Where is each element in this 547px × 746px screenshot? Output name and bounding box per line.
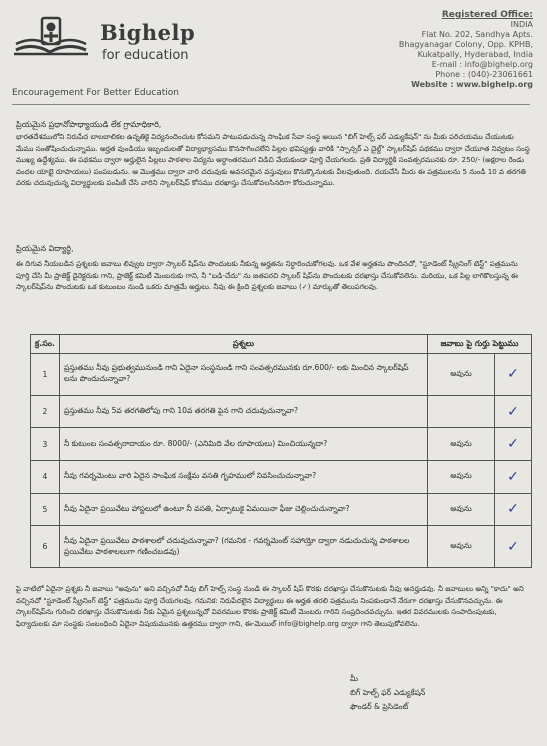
answer-text — [428, 395, 495, 428]
table-row — [31, 354, 532, 396]
question-text: ప్రస్తుతము నీవు ప్రభుత్వమునుండి గాని ఏదైనా సంస్థనుండి గాని సంవత్సరమునకు రూ.600/- లకు మించిన స్కాలర్‌షిప్ లను పొందుచున్నావా? — [59, 354, 427, 396]
header-divider — [12, 104, 530, 105]
checkmark-icon: ✓ — [495, 354, 532, 396]
closing-title: ఫౌండర్ & ప్రెసిడెంట్ — [350, 702, 409, 711]
tagline: Encouragement For Better Education — [12, 88, 180, 98]
answer-text: అవును — [428, 460, 495, 493]
question-text: నీ కుటుంబ సంవత్సరాదాయం రూ. 8000/- (ఎనిమిది వేల రూపాయలు) మించియున్నదా? — [59, 428, 427, 461]
eligibility-questions-table — [30, 334, 532, 568]
intro-paragraph: భారతదేశములోని నిరుపేద బాలబాలికల ఉన్నతికై విద్యనందించుట కోసమని పాటుపడుచున్న సాంఘిక సేవా సంస్థ అయిన "బిగ్ హెల్ప్ ఫర్ ఎడ్యుకేషన్" ను మీకు పరిచయము చేయుటకు మేము సంతోషించుచున్నాము. అర్హత వుండియు ఇబ్బందులతో విద్యాభ్యాసము కొనసాగించలేని పిల్లల భవిష్యత్తు వారికి "స్పాన్సర్ ఎ చైల్డ్" స్కాలర్‌షిప్ పథకము ద్వారా చేయూత నివ్వటం సంస్థ ముఖ్య ఉద్దేశ్యము. ఈ పథకము ద్వారా అర్హులైన పిల్లలు పాఠశాల విద్యను అర్ధాంతరముగ విడిచి వేయకుండా పూర్తి చేయగలరు. ప్రతి విద్యార్థికి సంవత్సరమునకు రూ. 250/- (అక్షరాల రెండు వందల యాభై రూపాయలు) పంపబడును. ఆ మొత్తము ద్వారా వారి చదువుకు అవసరమైన వస్తువులు కొనుక్కొనుటకు వీలవుతుంది. దయచేసి మీరు ఈ పత్రములను 5 నుండి 10 వ తరగతి వరకు చదువుచున్న విద్యార్థులకు పంపిణీ చేసి వారిని స్కాలర్‌షిప్ కోసము దరఖాస్తు చేసుకోవలసినదిగా కోరుచున్నాము. — [16, 132, 530, 188]
address-line: Flat No. 202, Sandhya Apts. — [421, 30, 533, 39]
instructions-paragraph: ఈ దిగువ నీయబడిన ప్రశ్నలకు జవాబు లివ్వుట ద్వారా స్కాలర్ షిప్‌ను పొందుటకు నీకున్న అర్హతను నిర్ధారించుకోగలవు. ఒక వేళ అర్హతను పొందినచో, "స్టూడెంట్ స్క్రీనింగ్ టెస్ట్" పత్రమును పూర్తి చేసి మీ ప్రాజెక్ట్ డైరెక్టరుకు గాని, ప్రాజెక్ట్ కమిటీ మెంబరుకు గాని, నీ "బడి-చేదు" ను జతపరచి స్కాలర్ షిప్‌ను పొందుటకు దరఖాస్తు చేసుకోవలెను. మరియు, ఒక పిల్ల లాగికొలస్తున్న ఈ స్కాలర్‌షిప్‌ను పొందుటకు ఒక కుటుంబం నుండి ఒకరు మాత్రమే అర్హులు. నీవు ఈ క్రింది ప్రశ్నలకు జవాబు (✓) మార్కుతో తెలుపగలవు. — [16, 259, 518, 292]
question-text: నీవు ఏదైనా ప్రయివేటు పాఠశాలలో చదువుచున్నావా? (గమనిక - గవర్నమెంట్ సహాయ్తో ద్వారా నడుచుచున్న పాఠశాలల ప్రయివేటు పాఠశాలలుగా గణించబడవు) — [59, 526, 427, 568]
answer-text: అవును — [428, 428, 495, 461]
question-text: ప్రస్తుతము నీవు 5వ తరగతిలోపు గాని 10వ తరగతి పైన గాని చదువుచున్నావా? — [59, 395, 427, 428]
table-row — [31, 428, 532, 461]
column-header-question: ప్రశ్నలు — [59, 335, 427, 354]
checkmark-icon: ✓ — [495, 493, 532, 526]
column-header-number: క్ర.సం. — [31, 335, 60, 354]
closing-organization: బిగ్ హెల్ప్ ఫర్ ఎడ్యుకేషన్ — [350, 688, 426, 697]
bighelp-logo-icon — [12, 14, 90, 60]
brand-subtitle: for education — [102, 48, 189, 63]
brand-name: Bighelp — [100, 20, 196, 45]
table-row — [31, 526, 532, 568]
question-text: నీవు ఏదైనా ప్రయివేటు హాస్టలులో ఉంటూ నీ వసతి, ఏర్పాటుకై ఏమయినా ఫీజు చెల్లించుచున్నావా? — [59, 493, 427, 526]
closing-line: మీ — [350, 674, 359, 683]
signature-block — [350, 672, 530, 714]
table-row — [31, 395, 532, 428]
answer-text: అవును — [428, 493, 495, 526]
checkmark-icon: ✓ — [495, 395, 532, 428]
column-header-answer: జవాబు పై గుర్తు పెట్టుము — [428, 335, 532, 354]
website-line: Website : www.bighelp.org — [411, 80, 533, 89]
row-number: 1 — [31, 354, 60, 396]
question-text: నీవు గవర్నమెంటు వారి ఏదైన సాంఘిక సంక్షేమ వసతి గృహములో నివసించుచున్నావా? — [59, 460, 427, 493]
address-line: Bhagyanagar Colony, Opp. KPHB, — [398, 40, 533, 49]
answer-text: అవును — [428, 354, 495, 396]
table-row — [31, 460, 532, 493]
row-number: 3 — [31, 428, 60, 461]
salutation-principal: ప్రియమైన ప్రధానోపాధ్యాయుడి లేక గ్రామాధికారి, — [16, 120, 162, 129]
row-number: 6 — [31, 526, 60, 568]
address-line: INDIA — [510, 20, 533, 29]
phone-line: Phone : (040)-23061661 — [435, 70, 533, 79]
address-line: Kukatpally, Hyderabad, India — [417, 50, 533, 59]
closing-paragraph: పై వాటిలో ఏదైనా ప్రశ్నకు నీ జవాబు "అవును" అని వచ్చినచో నీవు బిగ్ హెల్ప్ సంస్థ నుండి ఈ స్కాలర్ షిప్ కొరకు దరఖాస్తు చేసుకొనుటకు నీవు అనర్హుడవు. నీ జవాబులు అన్ని "కాదు" అని వచ్చినచో "స్టూడెంట్ స్క్రీనింగ్ టెస్ట్" పత్రమును పూర్తి చేయగలవు. గమనిక: నిరుపేదలైన విద్యార్థులు ఈ అర్హత తరలి పత్రమును నింపకుండానే నేరుగా దరఖాస్తు చేసుకొనవచ్చును. ఈ స్కాలర్‌షిప్‌ను గురించి దరఖాస్తు చేసుకొనుటకు నీకు ఏమైన ప్రశ్నలున్నచో వివరముల కొరకు ప్రాజెక్ట్ కమిటీ మెంబరు గారిని సంప్రదించవచ్చును. ఇతర వివరములకు సంపాదింపుటకు, ఫిర్యాదులకు మా సంస్థకు సంబంధించి ఏదైనా విషయమునకు ఉత్తరము ద్వారా గాని, ఈ-మెయిల్ info@bighelp.org ద్వారా గాని తెలుపుకోవలెను. — [16, 584, 524, 628]
checkmark-icon: ✓ — [495, 460, 532, 493]
row-number: 2 — [31, 395, 60, 428]
checkmark-icon: ✓ — [495, 526, 532, 568]
email-line: E-mail : info@bighelp.org — [431, 60, 533, 69]
table-row — [31, 493, 532, 526]
row-number: 4 — [31, 460, 60, 493]
registered-office-address — [363, 10, 533, 90]
office-title: Registered Office: — [441, 10, 533, 20]
salutation-student: ప్రియమైన విద్యార్థి, — [16, 244, 74, 253]
checkmark-icon: ✓ — [495, 428, 532, 461]
row-number: 5 — [31, 493, 60, 526]
answer-text: అవును — [428, 526, 495, 568]
table-header-row — [31, 335, 532, 354]
